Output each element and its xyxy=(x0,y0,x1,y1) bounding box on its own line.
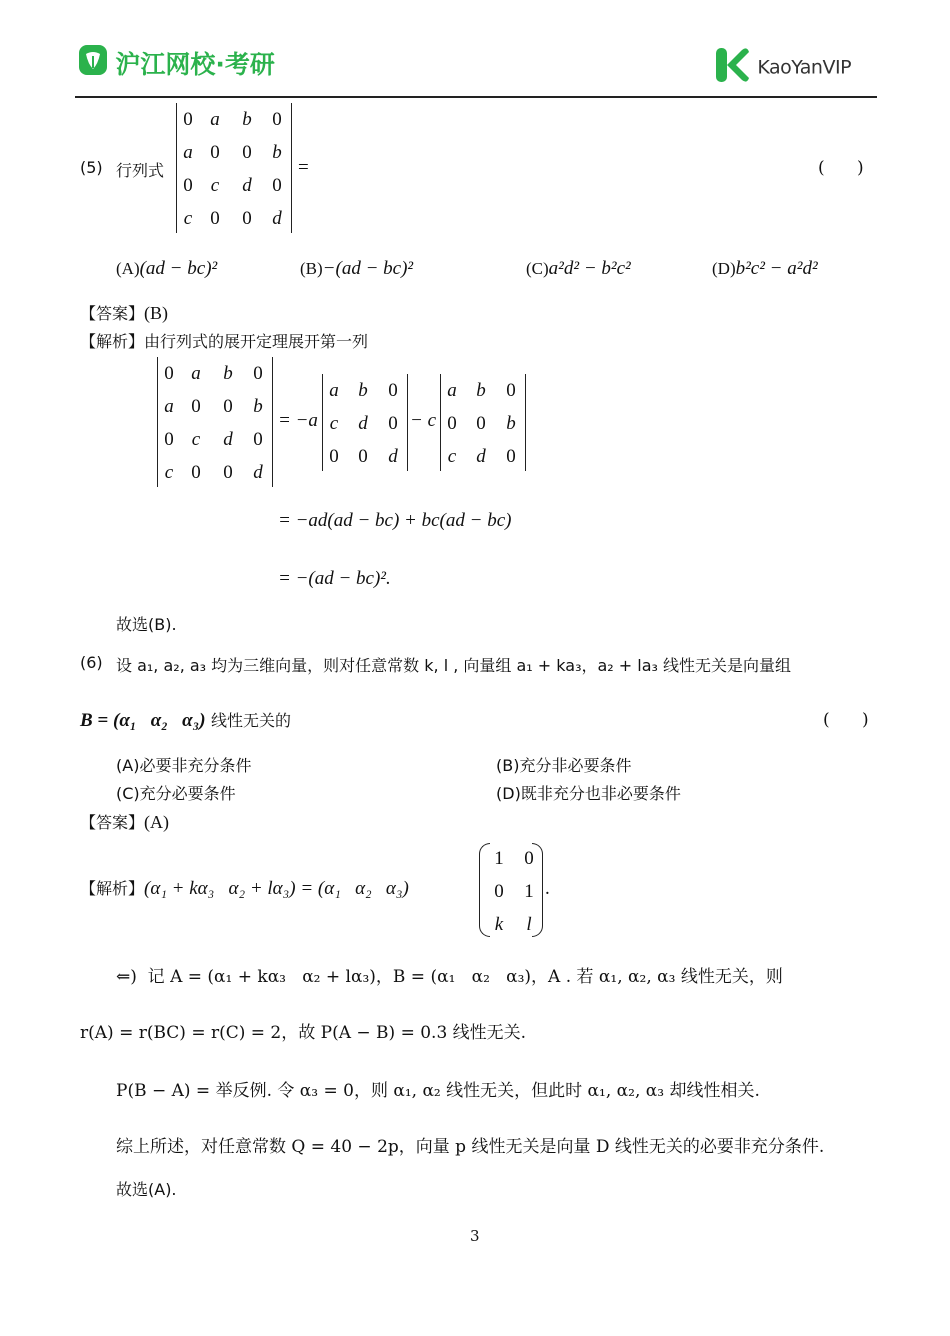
q5-option-d: (D)b²c² − a²d² xyxy=(712,258,818,279)
minor-cell: a xyxy=(447,380,457,401)
hujiang-logo-text: 沪江网校·考研 xyxy=(115,49,275,79)
determinant-cell: 0 xyxy=(253,363,263,384)
q6-line-c: P(B − A) = 举反例. 令 α₃ = 0，则 α₁, α₂ 线性无关，但此时 α₁, α₂, α₃ 却线性相关. xyxy=(116,1081,760,1101)
determinant-cell: a xyxy=(210,109,220,130)
q5-option-c: (C)a²d² − b²c² xyxy=(526,258,631,279)
q6-line-a: ⇐) 记 A = (α₁ + kα₃ α₂ + lα₃)，B = (α₁ α₂ α₃)，A . 若 α₁, α₂, α₃ 线性无关，则 xyxy=(116,967,783,987)
q5-analysis: 【解析】由行列式的展开定理展开第一列 xyxy=(80,332,369,351)
determinant-cell: d xyxy=(253,462,263,483)
determinant-cell: 0 xyxy=(191,396,201,417)
q6-line-d: 综上所述，对任意常数 Q = 40 − 2p，向量 p 线性无关是向量 D 线性无关的必要非充分条件. xyxy=(116,1137,825,1157)
q6-option-b: (B)充分非必要条件 xyxy=(496,756,632,775)
q6-number: (6) xyxy=(80,653,103,672)
determinant-cell: 0 xyxy=(183,109,193,130)
matrix-cell: k xyxy=(494,914,504,935)
q6-line-b: r(A) = r(BC) = r(C) = 2，故 P(A − B) = 0.3 线性无关. xyxy=(80,1023,527,1043)
minor-cell: d xyxy=(388,446,398,467)
determinant-cell: 0 xyxy=(164,429,174,450)
determinant-cell: b xyxy=(223,363,233,384)
q5-stem: 行列式 xyxy=(116,161,165,180)
q5-step3: = −(ad − bc)². xyxy=(278,568,391,589)
q5-equals: = xyxy=(298,157,309,178)
q5-bracket: ( ) xyxy=(818,158,864,178)
q6-stem-line2: B = (α₁ α₂ α₃) 线性无关的 xyxy=(80,710,291,731)
determinant-cell: d xyxy=(242,175,252,196)
q6-stem-line1: 设 a₁, a₂, a₃ 均为三维向量，则对任意常数 k, l , 向量组 a₁ + ka₃，a₂ + la₃ 线性无关是向量组 xyxy=(116,656,792,675)
kaoyanvip-text: KaoYanVIP xyxy=(757,56,852,79)
q6-matrix-right-paren xyxy=(532,843,543,937)
q5-analysis-determinant-cells xyxy=(158,357,272,489)
minor-cell: c xyxy=(329,413,339,434)
determinant-cell: c xyxy=(183,208,193,229)
determinant-cell: a xyxy=(191,363,201,384)
q5-coef2: − c xyxy=(410,410,437,431)
determinant-cell: 0 xyxy=(272,175,282,196)
q5-determinant xyxy=(176,103,292,233)
minor-cell: 0 xyxy=(506,380,516,401)
determinant-cell: b xyxy=(272,142,282,163)
q5-answer: 【答案】(B) xyxy=(80,303,169,323)
determinant-cell: 0 xyxy=(253,429,263,450)
q5-analysis-determinant xyxy=(157,357,273,487)
q6-option-a: (A)必要非充分条件 xyxy=(116,756,252,775)
minor-cell: b xyxy=(476,380,486,401)
hujiang-logo xyxy=(78,44,275,80)
determinant-cell: a xyxy=(183,142,193,163)
header-rule xyxy=(75,96,877,98)
determinant-cell: 0 xyxy=(210,142,220,163)
minor-cell: 0 xyxy=(358,446,368,467)
q5-step2: = −ad(ad − bc) + bc(ad − bc) xyxy=(278,510,512,531)
q6-bracket: ( ) xyxy=(823,710,869,730)
determinant-cell: 0 xyxy=(272,109,282,130)
q5-option-a: (A)(ad − bc)² xyxy=(116,258,218,279)
matrix-cell: 1 xyxy=(494,848,504,869)
matrix-cell: l xyxy=(526,914,532,935)
determinant-cell: d xyxy=(223,429,233,450)
k-icon xyxy=(714,46,752,89)
minor-cell: 0 xyxy=(388,413,398,434)
q6-matrix-end: . xyxy=(545,878,550,899)
minor-cell: b xyxy=(506,413,516,434)
q5-number: (5) xyxy=(80,158,103,177)
minor-cell: 0 xyxy=(476,413,486,434)
determinant-cell: a xyxy=(164,396,174,417)
determinant-cell: c xyxy=(191,429,201,450)
matrix-cell: 1 xyxy=(524,881,534,902)
minor-cell: 0 xyxy=(329,446,339,467)
q6-option-c: (C)充分必要条件 xyxy=(116,784,236,803)
q5-coef1: = −a xyxy=(278,410,318,431)
page-number: 3 xyxy=(470,1227,480,1245)
determinant-cell: c xyxy=(210,175,220,196)
determinant-cell: 0 xyxy=(223,396,233,417)
determinant-cell: c xyxy=(164,462,174,483)
q5-determinant-cells xyxy=(177,103,291,235)
determinant-cell: 0 xyxy=(210,208,220,229)
determinant-cell: 0 xyxy=(164,363,174,384)
determinant-cell: d xyxy=(272,208,282,229)
matrix-cell: 0 xyxy=(524,848,534,869)
q5-minor1 xyxy=(322,374,408,471)
minor-cell: d xyxy=(476,446,486,467)
minor-cell: c xyxy=(447,446,457,467)
determinant-cell: b xyxy=(242,109,252,130)
q5-minor1-cells xyxy=(323,374,407,473)
determinant-cell: 0 xyxy=(242,208,252,229)
minor-cell: 0 xyxy=(506,446,516,467)
matrix-cell: 0 xyxy=(494,881,504,902)
minor-cell: b xyxy=(358,380,368,401)
minor-cell: d xyxy=(358,413,368,434)
minor-cell: a xyxy=(329,380,339,401)
q6-conclusion: 故选(A). xyxy=(116,1180,177,1199)
q6-option-d: (D)既非充分也非必要条件 xyxy=(496,784,681,803)
determinant-cell: 0 xyxy=(242,142,252,163)
minor-cell: 0 xyxy=(388,380,398,401)
q5-option-b: (B)−(ad − bc)² xyxy=(300,258,414,279)
kaoyanvip-logo xyxy=(714,46,851,89)
q6-answer: 【答案】(A) xyxy=(80,812,170,832)
determinant-cell: 0 xyxy=(223,462,233,483)
determinant-cell: 0 xyxy=(183,175,193,196)
q5-minor2-cells xyxy=(441,374,525,473)
q6-analysis: 【解析】(α₁ + kα₃ α₂ + lα₃) = (α₁ α₂ α₃) xyxy=(80,878,409,899)
q5-conclusion: 故选(B). xyxy=(116,615,177,634)
determinant-cell: b xyxy=(253,396,263,417)
leaf-icon xyxy=(78,44,108,81)
q5-minor2 xyxy=(440,374,526,471)
minor-cell: 0 xyxy=(447,413,457,434)
determinant-cell: 0 xyxy=(191,462,201,483)
